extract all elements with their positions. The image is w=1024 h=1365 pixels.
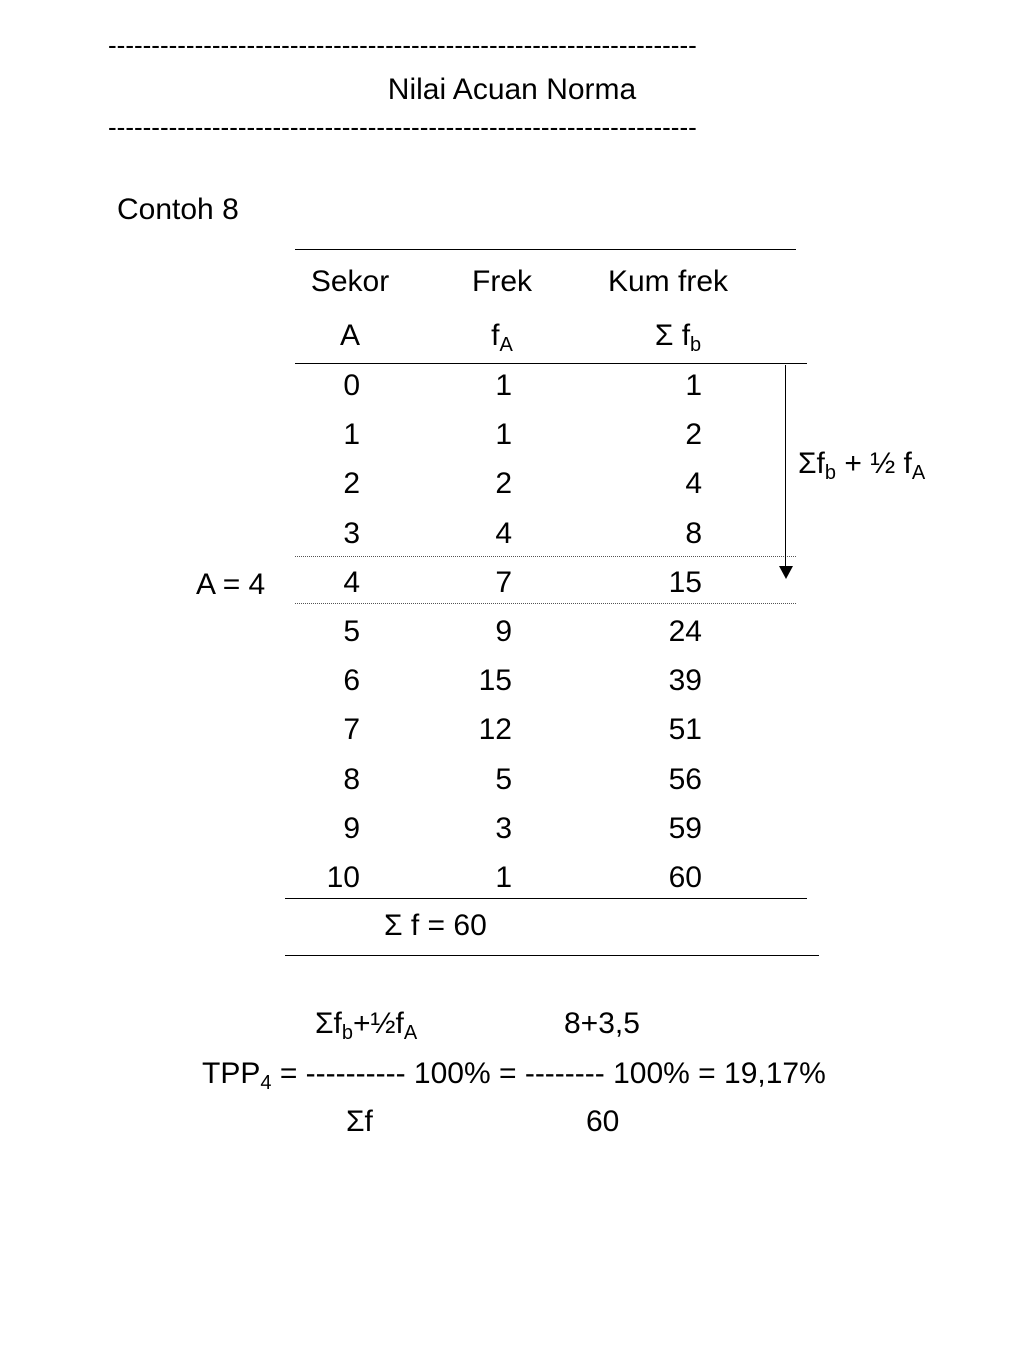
header-fa-main: f	[491, 319, 500, 352]
header-symbol-a: A	[339, 319, 360, 352]
page-title: Nilai Acuan Norma	[387, 73, 637, 106]
numerator-sub2: A	[403, 1022, 418, 1044]
cell-sekor: 1	[343, 418, 360, 451]
formula-lhs-sub: 4	[260, 1072, 272, 1094]
highlight-bottom-dotted-rule	[295, 603, 796, 604]
cell-kum-frek: 1	[685, 369, 702, 402]
cell-kum-frek: 4	[685, 467, 702, 500]
header-bottom-rule	[295, 363, 807, 364]
cell-kum-frek: 8	[685, 517, 702, 550]
cell-sekor: 3	[343, 517, 360, 550]
numerator-sub1: b	[341, 1022, 354, 1044]
header-frek: Frek	[472, 265, 532, 298]
formula-denominator-symbolic: Σf	[346, 1105, 373, 1138]
cell-kum-frek: 2	[685, 418, 702, 451]
cell-kum-frek: 60	[668, 861, 702, 894]
cell-frek: 2	[495, 467, 512, 500]
cell-sekor: 2	[343, 467, 360, 500]
formula-lhs: TPP	[202, 1057, 261, 1090]
arrow-annotation	[798, 446, 925, 482]
header-sum-fb-main: Σ f	[654, 319, 691, 352]
header-symbol-sum-fb	[618, 318, 738, 354]
header-sum-fb-sub: b	[690, 334, 702, 356]
cell-frek: 4	[495, 517, 512, 550]
total-top-rule	[285, 898, 807, 899]
formula-main-line	[202, 1056, 826, 1092]
cumulative-arrow-head	[779, 566, 793, 579]
bottom-dashed-rule: --------------------------------------------------------------------	[108, 112, 697, 142]
table-top-rule	[295, 249, 796, 250]
header-symbol-fa	[452, 318, 552, 354]
cell-frek: 15	[478, 664, 512, 697]
numerator-part1: Σf	[315, 1007, 342, 1040]
cell-sekor: 8	[343, 763, 360, 796]
header-kum-frek: Kum frek	[607, 265, 729, 298]
example-label: Contoh 8	[117, 193, 239, 226]
top-dashed-rule: --------------------------------------------------------------------	[108, 30, 697, 60]
cell-frek: 1	[495, 369, 512, 402]
formula-denominator-value: 60	[586, 1105, 620, 1138]
annotation-sub2: A	[911, 462, 926, 484]
annotation-sub1: b	[824, 462, 837, 484]
formula-numerator-value: 8+3,5	[564, 1007, 640, 1040]
cell-frek: 12	[478, 713, 512, 746]
formula-fraction-line: = ---------- 100% = -------- 100% = 19,17%	[271, 1057, 826, 1090]
cumulative-arrow-line	[785, 365, 786, 567]
cell-kum-frek: 59	[668, 812, 702, 845]
cell-sekor: 9	[343, 812, 360, 845]
cell-sekor: 7	[343, 713, 360, 746]
cell-sekor: 0	[343, 369, 360, 402]
cell-frek: 3	[495, 812, 512, 845]
annotation-part2: + ½ f	[836, 447, 912, 480]
annotation-part1: Σf	[798, 447, 825, 480]
cell-kum-frek: 15	[668, 566, 702, 599]
formula-numerator-symbolic	[315, 1006, 417, 1042]
cell-frek: 7	[495, 566, 512, 599]
cell-sekor: 5	[343, 615, 360, 648]
cell-frek: 1	[495, 861, 512, 894]
highlight-top-dotted-rule	[295, 556, 796, 557]
cell-frek: 1	[495, 418, 512, 451]
cell-kum-frek: 39	[668, 664, 702, 697]
cell-kum-frek: 24	[668, 615, 702, 648]
table-bottom-rule	[285, 955, 819, 956]
cell-kum-frek: 51	[668, 713, 702, 746]
header-sekor: Sekor	[310, 265, 390, 298]
cell-sekor: 6	[343, 664, 360, 697]
cell-frek: 5	[495, 763, 512, 796]
cell-kum-frek: 56	[668, 763, 702, 796]
numerator-part2: +½f	[353, 1007, 404, 1040]
total-frequency: Σ f = 60	[384, 909, 487, 942]
cell-frek: 9	[495, 615, 512, 648]
highlight-label: A = 4	[196, 568, 266, 601]
cell-sekor: 10	[326, 861, 360, 894]
header-fa-sub: A	[499, 334, 513, 356]
cell-sekor: 4	[343, 566, 360, 599]
